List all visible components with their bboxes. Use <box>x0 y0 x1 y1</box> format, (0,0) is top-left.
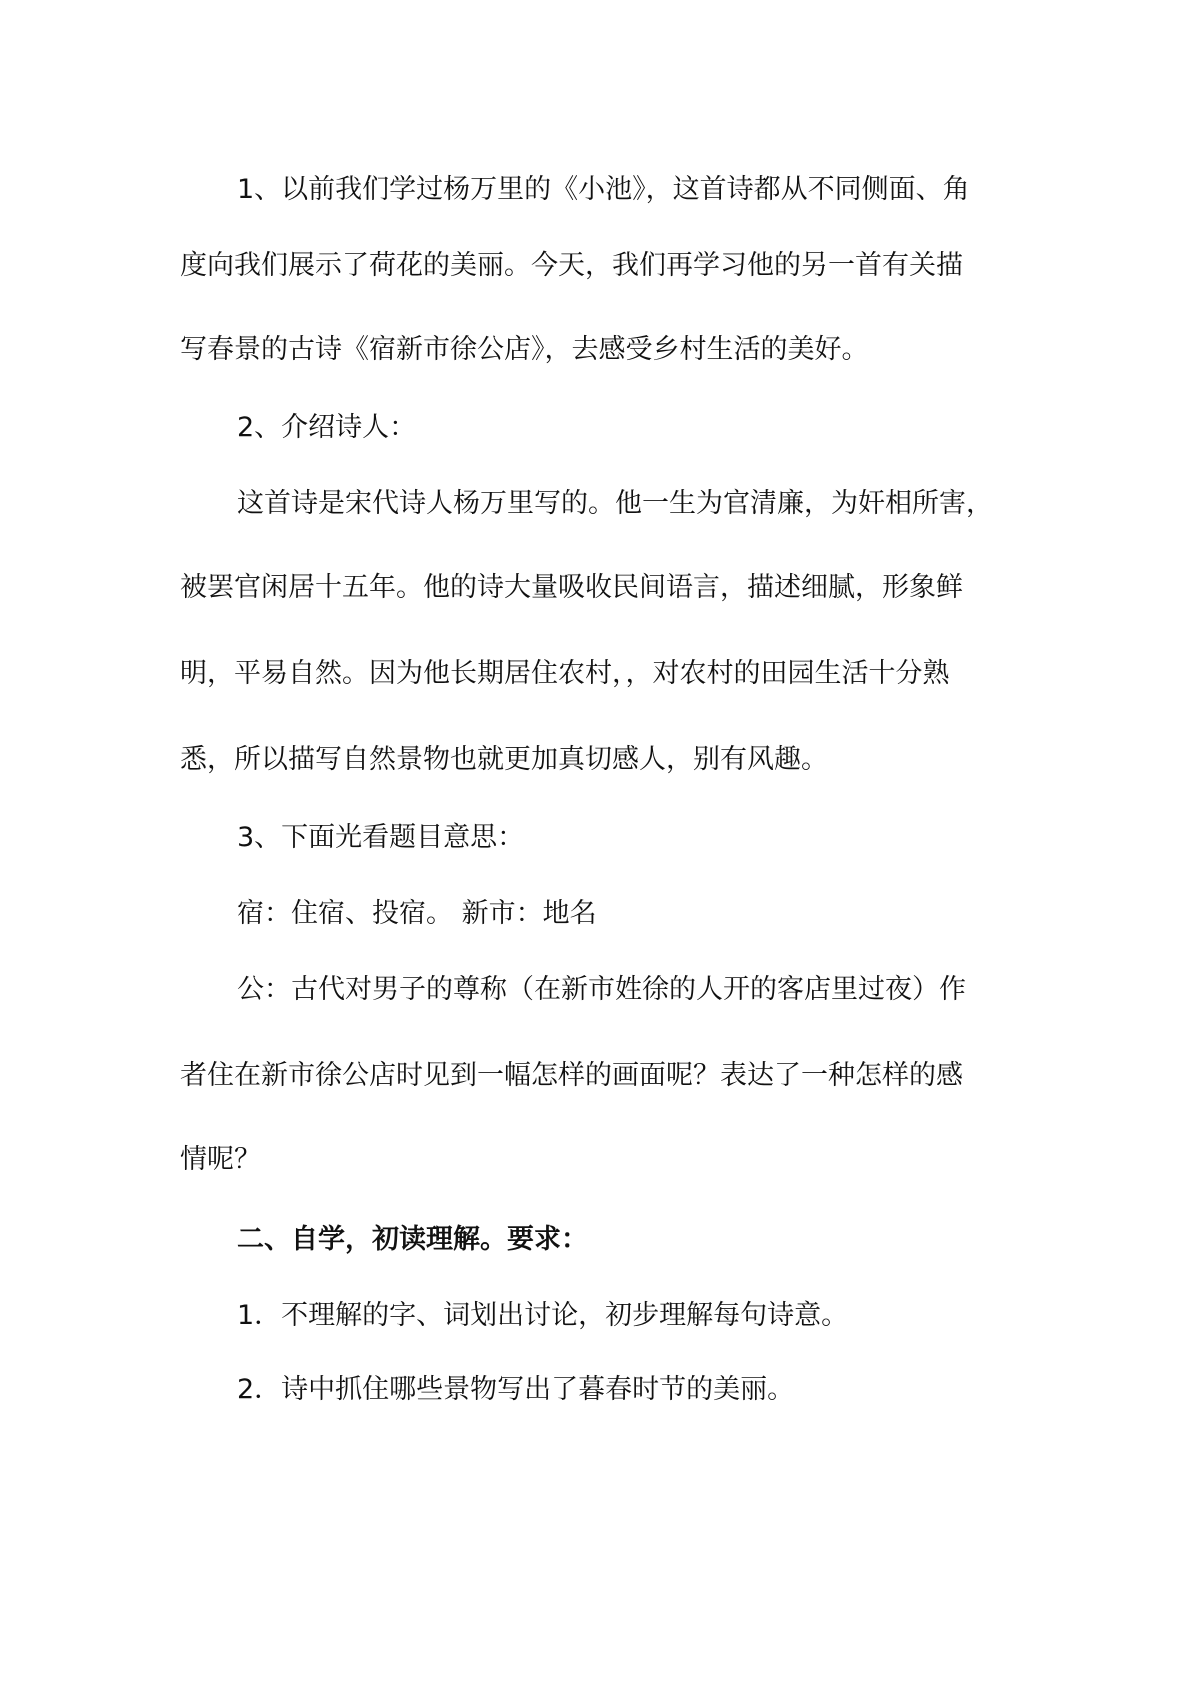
requirement-2: 2．诗中抓住哪些景物写出了暮春时节的美丽。 <box>237 1374 795 1405</box>
paragraph-1-line-2: 度向我们展示了荷花的美丽。今天，我们再学习他的另一首有关描 <box>180 250 963 281</box>
section-heading-self-study: 二、自学，初读理解。要求： <box>237 1224 588 1255</box>
paragraph-3-line-2: 者住在新市徐公店时见到一幅怎样的画面呢？表达了一种怎样的感 <box>180 1060 963 1091</box>
paragraph-3-line-3: 情呢？ <box>180 1144 261 1175</box>
section-3-heading: 3、下面光看题目意思： <box>237 822 525 853</box>
paragraph-3-line-1: 公：古代对男子的尊称（在新市姓徐的人开的客店里过夜）作 <box>237 974 966 1005</box>
paragraph-2-line-3: 明，平易自然。因为他长期居住农村，，对农村的田园生活十分熟 <box>180 658 950 689</box>
paragraph-1-line-1: 1、以前我们学过杨万里的《小池》，这首诗都从不同侧面、角 <box>237 174 970 205</box>
requirement-1: 1．不理解的字、词划出讨论，初步理解每句诗意。 <box>237 1300 849 1331</box>
paragraph-1-line-3: 写春景的古诗《宿新市徐公店》，去感受乡村生活的美好。 <box>180 334 869 365</box>
paragraph-2-line-4: 悉，所以描写自然景物也就更加真切感人，别有风趣。 <box>180 744 828 775</box>
paragraph-2-line-1: 这首诗是宋代诗人杨万里写的。他一生为官清廉，为奸相所害， <box>237 488 993 519</box>
paragraph-2-line-2: 被罢官闲居十五年。他的诗大量吸收民间语言，描述细腻，形象鲜 <box>180 572 963 603</box>
title-definitions: 宿：住宿、投宿。 新市：地名 <box>237 898 597 929</box>
section-2-heading: 2、介绍诗人： <box>237 412 417 443</box>
